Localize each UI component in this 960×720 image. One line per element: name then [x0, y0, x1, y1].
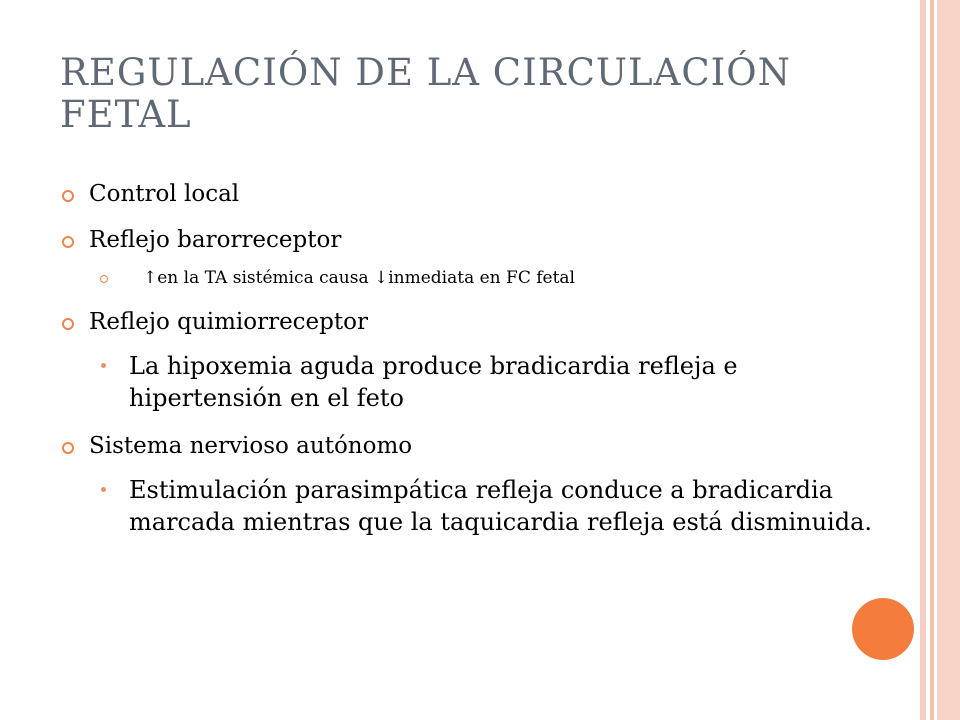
ring-bullet-icon — [62, 190, 74, 202]
bullet-item — [60, 180, 860, 208]
bullet-item — [60, 226, 860, 254]
bullet-text: La hipoxemia aguda produce bradicardia refleja e hipertensión en el feto — [129, 352, 738, 412]
decorative-circle — [852, 598, 914, 660]
ring-bullet-icon — [62, 236, 74, 248]
sub-bullet-item — [60, 267, 860, 289]
dot-bullet-icon — [101, 487, 106, 492]
bullet-item — [60, 308, 860, 336]
bullet-list — [60, 174, 873, 538]
bullet-text: Control local — [89, 181, 240, 207]
bullet-text: Reflejo quimiorreceptor — [89, 309, 368, 335]
slide-title: REGULACIÓN DE LA CIRCULACIÓN FETAL — [60, 51, 791, 136]
sub-bullet-item — [60, 474, 879, 538]
ring-bullet-icon — [62, 442, 74, 454]
bullet-text: Reflejo barorreceptor — [89, 227, 342, 253]
ring-bullet-icon — [100, 275, 108, 283]
dot-bullet-icon — [101, 363, 106, 368]
decorative-stripe — [920, 0, 926, 720]
decorative-stripe — [930, 0, 934, 720]
bullet-text: Sistema nervioso autónomo — [89, 433, 413, 459]
sub-bullet-item — [60, 350, 789, 414]
bullet-text: Estimulación parasimpática refleja conduce a bradicardia marcada mientras que la taquicardia refleja está disminuida. — [129, 476, 873, 536]
bullet-text: ↑en la TA sistémica causa ↓inmediata en FC fetal — [143, 268, 575, 288]
decorative-stripe — [937, 0, 960, 720]
ring-bullet-icon — [62, 318, 74, 330]
bullet-item — [60, 432, 860, 460]
